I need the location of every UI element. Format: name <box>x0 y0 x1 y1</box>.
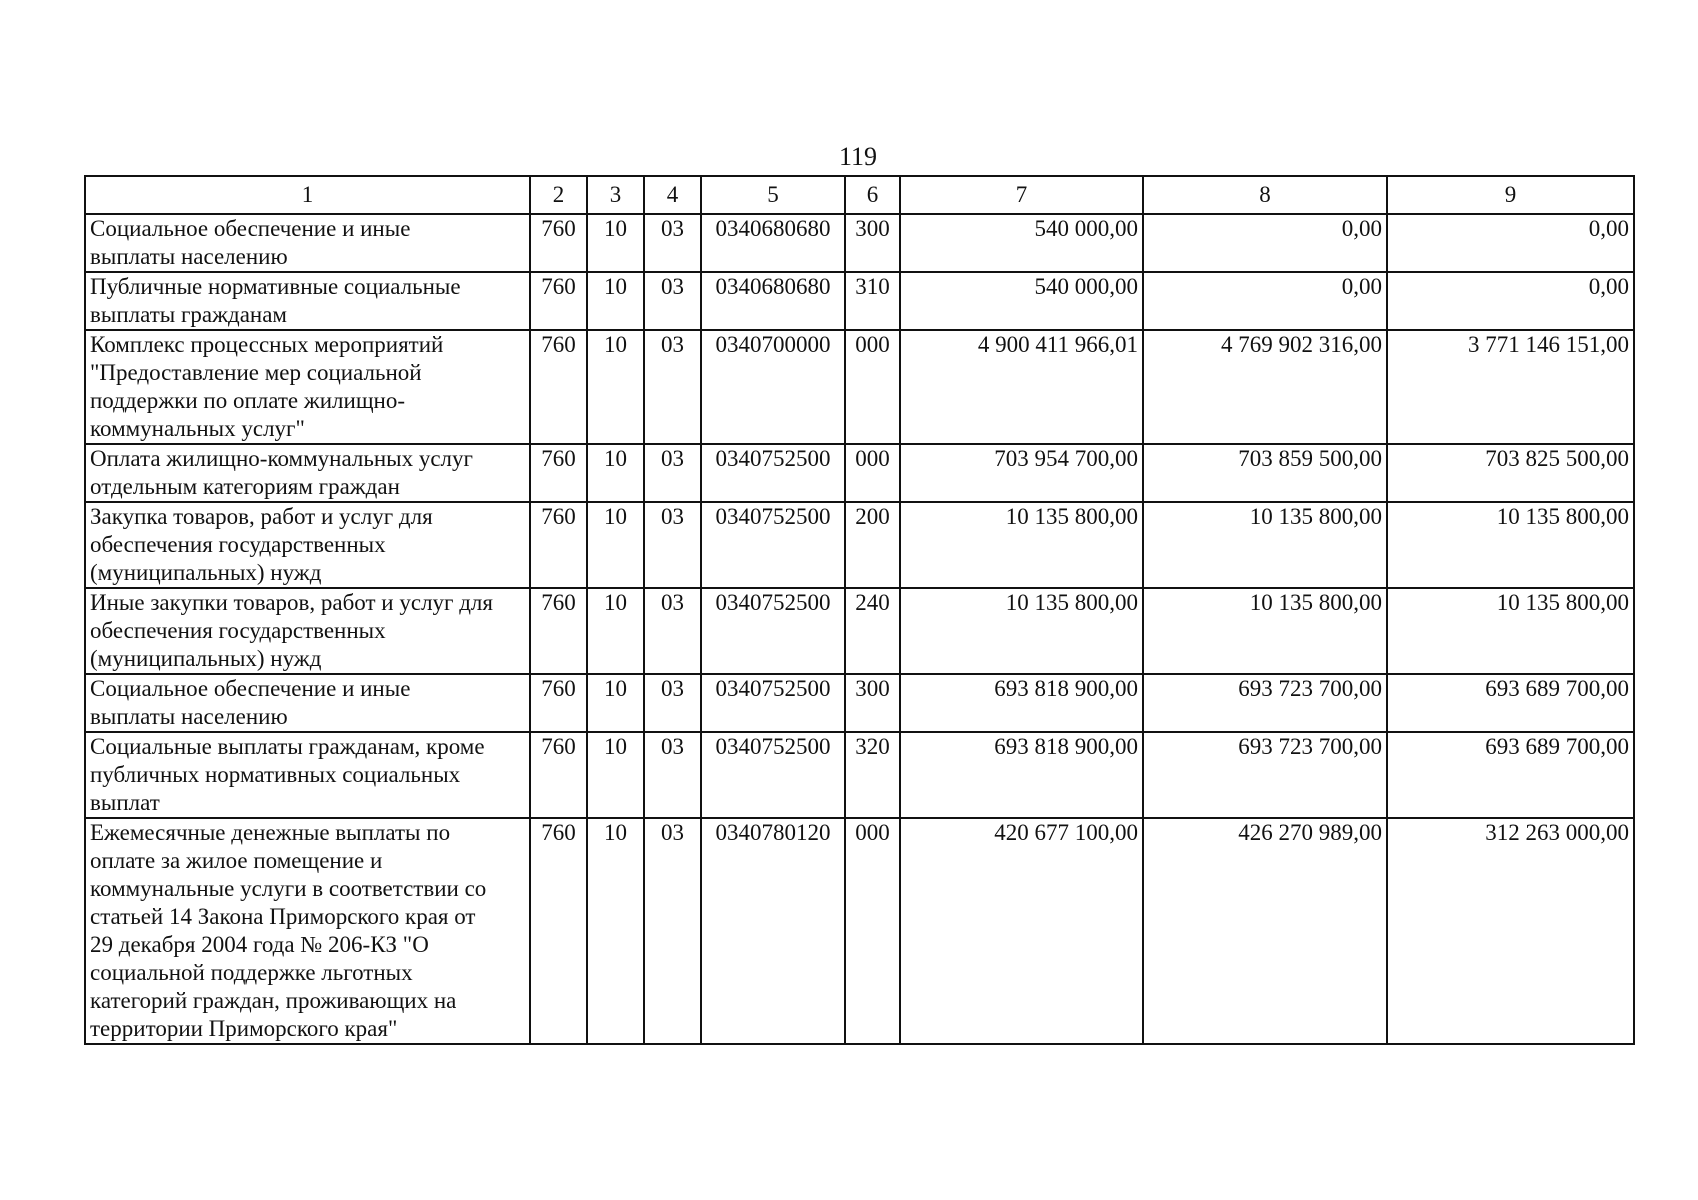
row-code-5: 0340752500 <box>701 588 845 674</box>
header-cell-9: 9 <box>1387 176 1634 214</box>
row-amount-7: 540 000,00 <box>900 214 1143 272</box>
table-row <box>85 214 1634 272</box>
row-code-6: 240 <box>845 588 900 674</box>
table-row <box>85 444 1634 502</box>
table-row <box>85 818 1634 1044</box>
row-code-4: 03 <box>644 732 701 818</box>
row-code-6: 000 <box>845 818 900 1044</box>
row-amount-9: 10 135 800,00 <box>1387 502 1634 588</box>
row-code-3: 10 <box>587 674 644 732</box>
row-code-5: 0340780120 <box>701 818 845 1044</box>
header-cell-3: 3 <box>587 176 644 214</box>
row-code-6: 000 <box>845 330 900 444</box>
row-code-5: 0340752500 <box>701 732 845 818</box>
row-code-4: 03 <box>644 214 701 272</box>
header-row <box>85 176 1634 214</box>
row-amount-8: 0,00 <box>1143 214 1387 272</box>
row-amount-8: 693 723 700,00 <box>1143 674 1387 732</box>
row-code-3: 10 <box>587 588 644 674</box>
row-code-6: 320 <box>845 732 900 818</box>
page-number: 119 <box>838 142 878 171</box>
header-cell-8: 8 <box>1143 176 1387 214</box>
row-name: Оплата жилищно-коммунальных услуг отдельным категориям граждан <box>85 444 530 502</box>
header-cell-7: 7 <box>900 176 1143 214</box>
table-row <box>85 588 1634 674</box>
row-code-5: 0340752500 <box>701 444 845 502</box>
row-code-4: 03 <box>644 674 701 732</box>
row-code-4: 03 <box>644 330 701 444</box>
row-code-6: 310 <box>845 272 900 330</box>
row-code-6: 300 <box>845 674 900 732</box>
row-name: Ежемесячные денежные выплаты по оплате за жилое помещение и коммунальные услуги в соответствии со статьей 14 Закона Приморского края от 29 декабря 2004 года № 206-КЗ "О социальной поддержке льготных категорий граждан, проживающих на территории Приморского края" <box>85 818 530 1044</box>
table-row <box>85 272 1634 330</box>
row-code-4: 03 <box>644 588 701 674</box>
row-code-2: 760 <box>530 330 587 444</box>
header-cell-6: 6 <box>845 176 900 214</box>
row-code-5: 0340752500 <box>701 502 845 588</box>
row-code-2: 760 <box>530 502 587 588</box>
row-amount-8: 0,00 <box>1143 272 1387 330</box>
header-cell-2: 2 <box>530 176 587 214</box>
header-cell-5: 5 <box>701 176 845 214</box>
row-code-2: 760 <box>530 444 587 502</box>
row-code-3: 10 <box>587 502 644 588</box>
row-amount-9: 312 263 000,00 <box>1387 818 1634 1044</box>
row-amount-7: 10 135 800,00 <box>900 588 1143 674</box>
row-code-5: 0340680680 <box>701 272 845 330</box>
row-name: Социальное обеспечение и иные выплаты населению <box>85 214 530 272</box>
row-code-3: 10 <box>587 818 644 1044</box>
row-amount-7: 540 000,00 <box>900 272 1143 330</box>
row-amount-7: 420 677 100,00 <box>900 818 1143 1044</box>
budget-table <box>84 175 1635 1045</box>
row-code-2: 760 <box>530 588 587 674</box>
row-name: Закупка товаров, работ и услуг для обеспечения государственных (муниципальных) нужд <box>85 502 530 588</box>
row-name: Иные закупки товаров, работ и услуг для обеспечения государственных (муниципальных) нужд <box>85 588 530 674</box>
row-amount-8: 693 723 700,00 <box>1143 732 1387 818</box>
table-row <box>85 502 1634 588</box>
row-code-3: 10 <box>587 444 644 502</box>
row-amount-7: 703 954 700,00 <box>900 444 1143 502</box>
row-code-6: 000 <box>845 444 900 502</box>
row-code-4: 03 <box>644 272 701 330</box>
row-amount-9: 0,00 <box>1387 272 1634 330</box>
row-code-4: 03 <box>644 502 701 588</box>
row-amount-7: 693 818 900,00 <box>900 732 1143 818</box>
row-amount-9: 703 825 500,00 <box>1387 444 1634 502</box>
row-code-2: 760 <box>530 818 587 1044</box>
row-code-5: 0340752500 <box>701 674 845 732</box>
row-amount-9: 0,00 <box>1387 214 1634 272</box>
header-cell-1: 1 <box>85 176 530 214</box>
row-amount-7: 4 900 411 966,01 <box>900 330 1143 444</box>
row-amount-9: 693 689 700,00 <box>1387 674 1634 732</box>
row-code-6: 200 <box>845 502 900 588</box>
row-amount-8: 426 270 989,00 <box>1143 818 1387 1044</box>
row-code-3: 10 <box>587 330 644 444</box>
table-row <box>85 732 1634 818</box>
row-amount-9: 693 689 700,00 <box>1387 732 1634 818</box>
row-amount-9: 3 771 146 151,00 <box>1387 330 1634 444</box>
row-code-5: 0340700000 <box>701 330 845 444</box>
row-code-4: 03 <box>644 818 701 1044</box>
row-amount-8: 10 135 800,00 <box>1143 588 1387 674</box>
row-name: Социальные выплаты гражданам, кроме публичных нормативных социальных выплат <box>85 732 530 818</box>
row-name: Публичные нормативные социальные выплаты гражданам <box>85 272 530 330</box>
table-row <box>85 674 1634 732</box>
row-code-2: 760 <box>530 732 587 818</box>
row-name: Социальное обеспечение и иные выплаты населению <box>85 674 530 732</box>
header-cell-4: 4 <box>644 176 701 214</box>
row-amount-7: 693 818 900,00 <box>900 674 1143 732</box>
row-name: Комплекс процессных мероприятий "Предоставление мер социальной поддержки по оплате жилищно- коммунальных услуг" <box>85 330 530 444</box>
row-code-5: 0340680680 <box>701 214 845 272</box>
row-amount-8: 703 859 500,00 <box>1143 444 1387 502</box>
row-amount-8: 10 135 800,00 <box>1143 502 1387 588</box>
row-code-2: 760 <box>530 214 587 272</box>
row-amount-9: 10 135 800,00 <box>1387 588 1634 674</box>
row-code-2: 760 <box>530 272 587 330</box>
row-amount-8: 4 769 902 316,00 <box>1143 330 1387 444</box>
table-row <box>85 330 1634 444</box>
row-code-3: 10 <box>587 732 644 818</box>
row-amount-7: 10 135 800,00 <box>900 502 1143 588</box>
row-code-3: 10 <box>587 272 644 330</box>
row-code-2: 760 <box>530 674 587 732</box>
row-code-4: 03 <box>644 444 701 502</box>
row-code-6: 300 <box>845 214 900 272</box>
row-code-3: 10 <box>587 214 644 272</box>
